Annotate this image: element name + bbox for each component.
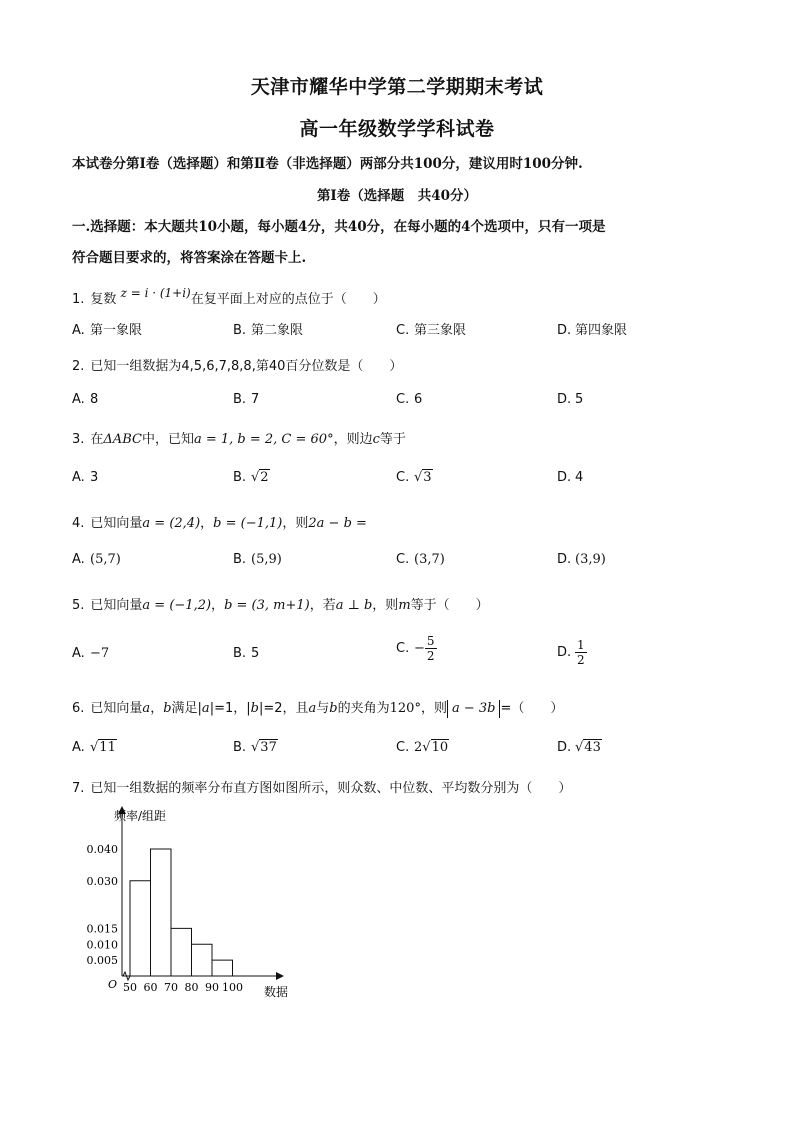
y-axis-label: 频率/组距	[114, 809, 167, 823]
q5-option-b: B. 5	[233, 646, 260, 661]
histogram-bar-1	[130, 881, 151, 976]
q1-expression: z = i · (1+i)	[120, 286, 191, 300]
exam-subtitle: 高一年级数学学科试卷	[299, 118, 495, 140]
q1-option-c: C. 第三象限	[396, 323, 467, 338]
frequency-histogram	[60, 800, 320, 1010]
q1-option-d: D. 第四象限	[557, 323, 628, 338]
question-6: 6. 已知向量a，b满足|a|=1，|b|=2，且a与b的夹角为120°，则 a − 3b =（ ）	[72, 701, 564, 716]
x-tick-label: 90	[205, 981, 219, 994]
histogram-bar-2	[151, 849, 172, 976]
y-tick-label: 0.030	[86, 874, 118, 888]
question-2: 2. 已知一组数据为4,5,6,7,8,8,第40百分位数是（ ）	[72, 359, 403, 374]
q3-option-b: B. √2	[233, 470, 269, 485]
y-tick-label: 0.005	[86, 954, 118, 968]
exam-intro: 本试卷分第Ⅰ卷（选择题）和第Ⅱ卷（非选择题）两部分共100分，建议用时100分钟.	[72, 156, 583, 172]
q5-option-a: A. −7	[72, 646, 110, 661]
q4-option-a: A. (5,7)	[72, 552, 121, 567]
q6-option-a: A. √11	[72, 740, 116, 755]
q2-option-c: C. 6	[396, 392, 423, 407]
y-tick-label: 0.015	[86, 922, 118, 936]
question-5: 5. 已知向量a = (−1,2)，b = (3, m+1)，若a ⊥ b，则m等于（ ）	[72, 598, 489, 613]
q6-option-d: D. √43	[557, 740, 601, 755]
question-7: 7. 已知一组数据的频率分布直方图如图所示，则众数、中位数、平均数分别为（ ）	[72, 781, 572, 796]
q2-option-a: A. 8	[72, 392, 99, 407]
exam-title: 天津市耀华中学第二学期期末考试	[250, 76, 544, 98]
q3-option-a: A. 3	[72, 470, 99, 485]
q3-option-d: D. 4	[557, 470, 584, 485]
q1-option-b: B. 第二象限	[233, 323, 304, 338]
q3-option-c: C. √3	[396, 470, 432, 485]
q4-option-d: D. (3,9)	[557, 552, 606, 567]
y-tick-label: 0.040	[86, 843, 118, 856]
y-tick-label: 0.010	[86, 938, 118, 952]
histogram-bar-4	[192, 944, 213, 976]
q4-option-b: B. (5,9)	[233, 552, 282, 567]
q2-option-b: B. 7	[233, 392, 260, 407]
x-tick-label: 80	[184, 981, 199, 994]
origin-label: O	[108, 978, 118, 991]
q4-option-c: C. (3,7)	[396, 552, 445, 567]
q5-option-c-fraction: $\frac{5}{2}$	[426, 634, 435, 663]
q5-option-d-fraction: $\frac{1}{2}$	[577, 638, 585, 667]
histogram-bar-3	[171, 928, 192, 976]
x-axis-label: 数据	[264, 985, 289, 999]
x-tick-label: 70	[164, 981, 178, 994]
q1-option-a: A. 第一象限	[72, 323, 143, 338]
section1-instructions-line1: 一.选择题：本大题共10小题，每小题4分，共40分，在每小题的4个选项中，只有一项是	[72, 219, 606, 235]
q6-option-c: C. 2√10	[396, 740, 449, 755]
x-tick-label: 100	[222, 981, 243, 994]
section1-instructions-line2: 符合题目要求的，将答案涂在答题卡上.	[72, 250, 307, 266]
x-tick-label: 50	[123, 981, 137, 994]
q5-option-d: D. $\frac{1}{2}$	[557, 638, 585, 667]
q5-option-c: C. − $\frac{5}{2}$	[396, 634, 435, 663]
q6-option-b: B. √37	[233, 740, 277, 755]
question-3: 3. 在ΔABC中，已知a = 1, b = 2, C = 60°，则边c等于	[72, 432, 406, 447]
q6-absolute-expression: a − 3b	[447, 700, 501, 718]
q2-option-d: D. 5	[557, 392, 584, 407]
histogram-bar-5	[212, 960, 233, 976]
x-tick-label: 60	[143, 981, 158, 994]
part1-title: 第Ⅰ卷（选择题 共40分）	[316, 188, 478, 204]
question-4: 4. 已知向量a = (2,4)，b = (−1,1)，则2a − b =	[72, 516, 367, 531]
question-1: 1. 复数 z = i · (1+i)在复平面上对应的点位于（ ）	[72, 286, 386, 307]
